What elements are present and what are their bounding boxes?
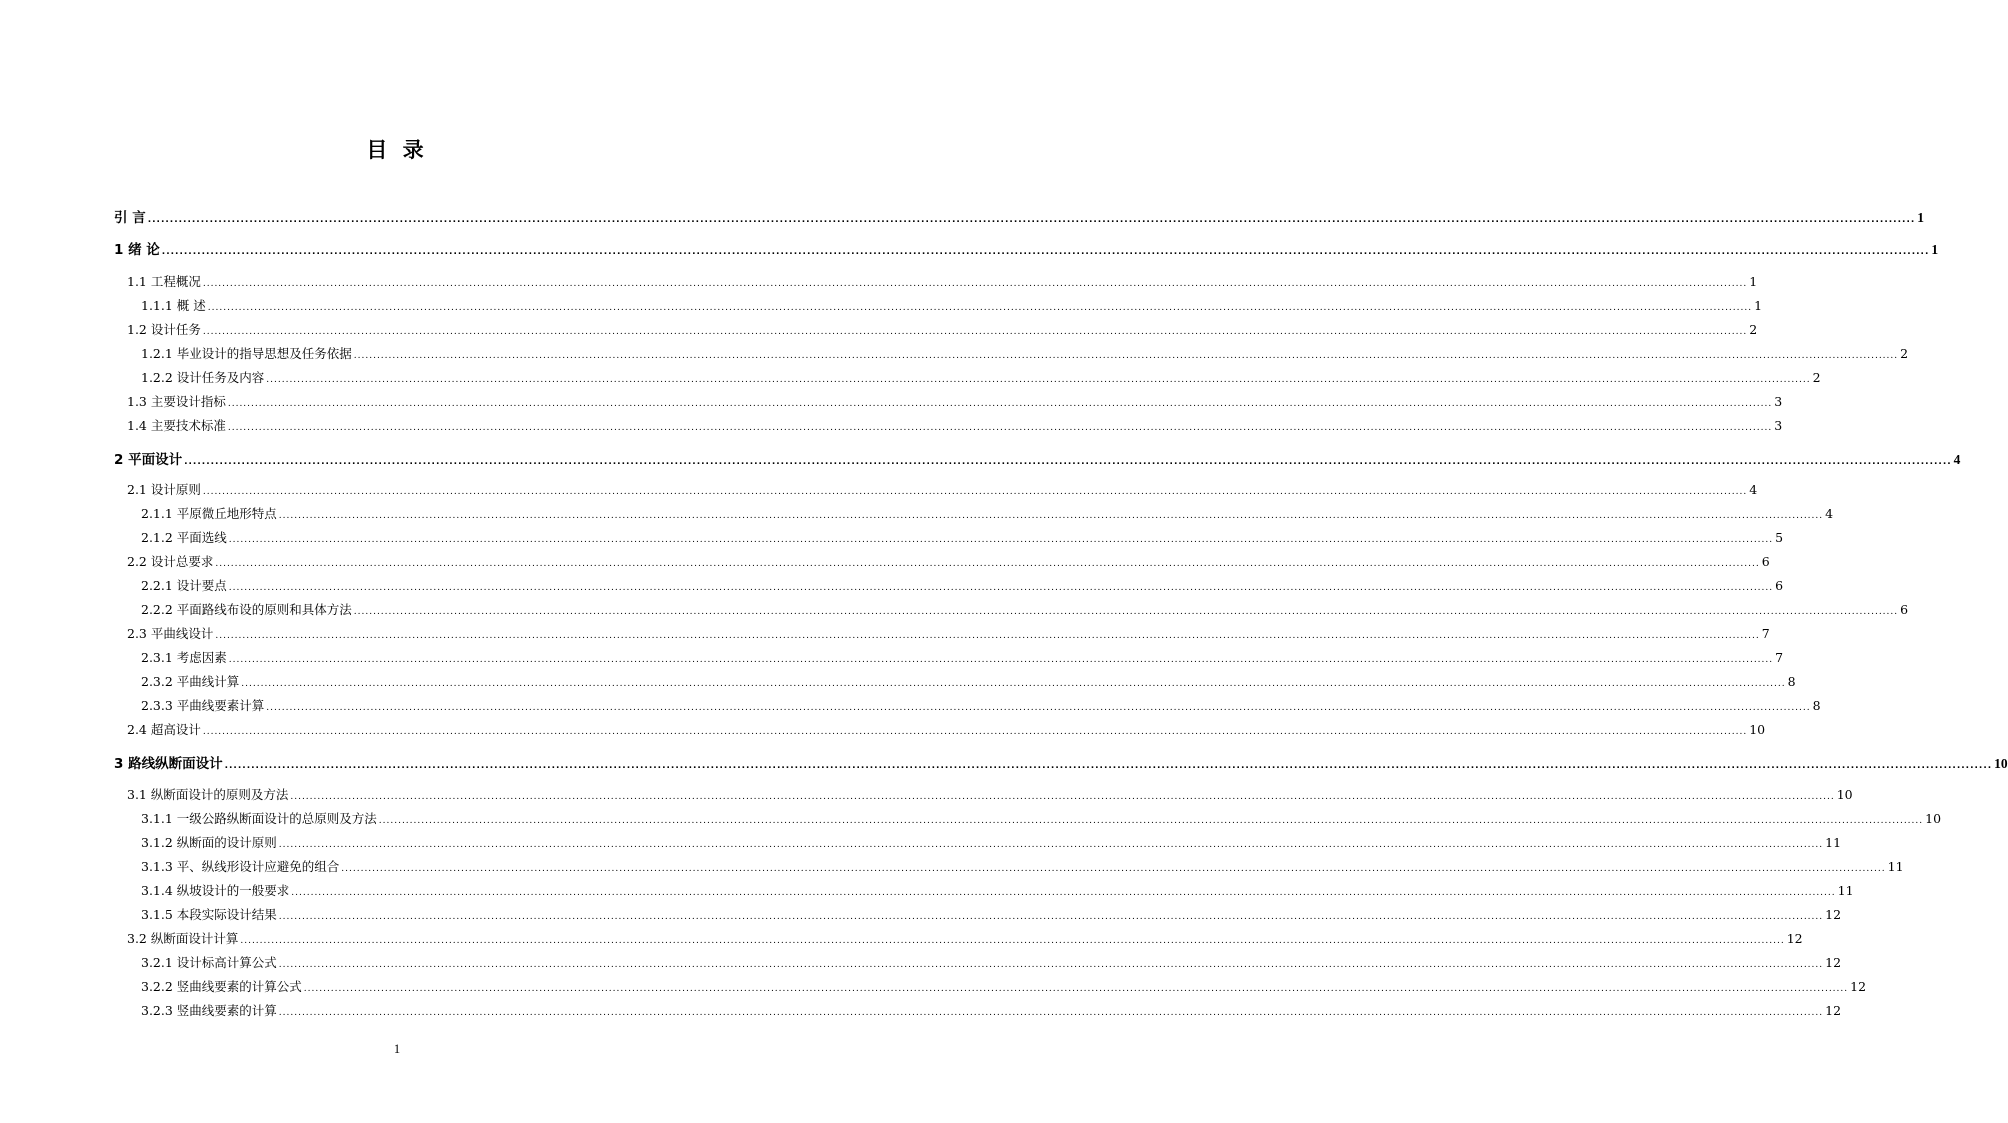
toc-entry-label: 2.1 设计原则 — [127, 482, 201, 497]
toc-leader-dots: ................................................................................................................................................................................................................................................................................................................................................................................................................ — [291, 888, 1836, 898]
toc-entry[interactable] — [141, 601, 1909, 619]
toc-entry-page: 3 — [1774, 394, 1783, 409]
toc-entry[interactable] — [141, 577, 1784, 595]
page-number: 1 — [393, 1042, 401, 1056]
toc-leader-dots: ................................................................................................................................................................................................................................................................................................................................................................................................................ — [303, 984, 1849, 994]
toc-entry-label: 2.2.2 平面路线布设的原则和具体方法 — [141, 602, 352, 617]
toc-entry-label: 引 言 — [114, 210, 146, 226]
toc-leader-dots: ................................................................................................................................................................................................................................................................................................................................................................................................................ — [227, 423, 1773, 433]
toc-leader-dots: ................................................................................................................................................................................................................................................................................................................................................................................................................ — [228, 535, 1774, 545]
toc-entry[interactable] — [114, 209, 1925, 227]
toc-entry[interactable] — [114, 451, 1961, 469]
toc-entry[interactable] — [141, 954, 1842, 972]
toc-entry-page: 8 — [1812, 698, 1821, 713]
toc-entry[interactable] — [127, 481, 1758, 499]
toc-entry[interactable] — [127, 930, 1803, 948]
toc-entry[interactable] — [127, 625, 1770, 643]
toc-entry-page: 6 — [1900, 602, 1909, 617]
toc-entry-label: 2.2.1 设计要点 — [141, 578, 227, 593]
toc-entry-label: 2.3.2 平曲线计算 — [141, 674, 240, 689]
toc-leader-dots: ................................................................................................................................................................................................................................................................................................................................................................................................................ — [290, 792, 1835, 802]
toc-entry-label: 1.2.2 设计任务及内容 — [141, 370, 265, 385]
toc-entry[interactable] — [114, 755, 2008, 773]
toc-leader-dots: ................................................................................................................................................................................................................................................................................................................................................................................................................ — [240, 936, 1785, 946]
toc-entry[interactable] — [141, 978, 1867, 996]
toc-entry-page: 11 — [1825, 835, 1842, 850]
toc-entry-label: 2.3.1 考虑因素 — [141, 650, 227, 665]
toc-entry-page: 10 — [1749, 722, 1766, 737]
toc-entry-page: 4 — [1825, 506, 1834, 521]
toc-entry[interactable] — [127, 273, 1758, 291]
toc-entry-label: 2 平面设计 — [114, 452, 183, 468]
toc-entry-page: 2 — [1749, 322, 1758, 337]
toc-entry-page: 8 — [1787, 674, 1796, 689]
toc-entry-label: 3.1.4 纵坡设计的一般要求 — [141, 883, 290, 898]
toc-entry[interactable] — [141, 297, 1763, 315]
toc-leader-dots: ................................................................................................................................................................................................................................................................................................................................................................................................................ — [202, 279, 1748, 289]
toc-entry-page: 7 — [1761, 626, 1770, 641]
toc-leader-dots: ................................................................................................................................................................................................................................................................................................................................................................................................................ — [241, 679, 1786, 689]
toc-leader-dots: ................................................................................................................................................................................................................................................................................................................................................................................................................ — [278, 960, 1824, 970]
toc-entry-page: 12 — [1850, 979, 1867, 994]
toc-leader-dots: ................................................................................................................................................................................................................................................................................................................................................................................................................ — [202, 727, 1748, 737]
toc-entry-label: 3.2.3 竖曲线要素的计算 — [141, 1003, 277, 1018]
toc-entry[interactable] — [141, 345, 1909, 363]
toc-entry-page: 1 — [1917, 210, 1925, 225]
toc-entry-label: 1.2 设计任务 — [127, 322, 201, 337]
toc-entry[interactable] — [127, 553, 1770, 571]
toc-entry-page: 10 — [1994, 756, 2008, 771]
toc-leader-dots: ................................................................................................................................................................................................................................................................................................................................................................................................................ — [207, 303, 1753, 313]
toc-entry[interactable] — [141, 906, 1842, 924]
toc-leader-dots: ................................................................................................................................................................................................................................................................................................................................................................................................................ — [202, 327, 1748, 337]
toc-entry-page: 12 — [1825, 1003, 1842, 1018]
toc-entry-label: 2.3.3 平曲线要素计算 — [141, 698, 265, 713]
toc-entry[interactable] — [141, 697, 1821, 715]
toc-entry-label: 3.2.1 设计标高计算公式 — [141, 955, 277, 970]
toc-entry-label: 1 绪 论 — [114, 242, 160, 258]
toc-entry-label: 2.4 超高设计 — [127, 722, 201, 737]
toc-entry-label: 1.1.1 概 述 — [141, 298, 206, 313]
toc-leader-dots: ................................................................................................................................................................................................................................................................................................................................................................................................................ — [184, 457, 1952, 467]
toc-entry-page: 5 — [1775, 530, 1784, 545]
toc-entry[interactable] — [141, 505, 1834, 523]
toc-title: 目 录 — [366, 138, 428, 162]
toc-entry-page: 12 — [1825, 955, 1842, 970]
toc-leader-dots: ................................................................................................................................................................................................................................................................................................................................................................................................................ — [215, 559, 1760, 569]
toc-entry-label: 3.1 纵断面设计的原则及方法 — [127, 787, 289, 802]
toc-entry[interactable] — [141, 673, 1796, 691]
toc-entry[interactable] — [127, 417, 1783, 435]
toc-entry[interactable] — [141, 369, 1821, 387]
toc-entry-label: 1.2.1 毕业设计的指导思想及任务依据 — [141, 346, 352, 361]
toc-leader-dots: ................................................................................................................................................................................................................................................................................................................................................................................................................ — [278, 912, 1824, 922]
toc-entry-page: 1 — [1754, 298, 1763, 313]
toc-entry-label: 2.3 平曲线设计 — [127, 626, 214, 641]
toc-leader-dots: ................................................................................................................................................................................................................................................................................................................................................................................................................ — [278, 840, 1824, 850]
toc-entry-label: 3.1.5 本段实际设计结果 — [141, 907, 277, 922]
toc-leader-dots: ................................................................................................................................................................................................................................................................................................................................................................................................................ — [228, 655, 1774, 665]
toc-entry-page: 11 — [1837, 883, 1854, 898]
toc-entry-label: 1.4 主要技术标准 — [127, 418, 226, 433]
toc-leader-dots: ................................................................................................................................................................................................................................................................................................................................................................................................................ — [224, 761, 1993, 771]
toc-entry-page: 11 — [1887, 859, 1904, 874]
toc-leader-dots: ................................................................................................................................................................................................................................................................................................................................................................................................................ — [341, 864, 1886, 874]
toc-entry[interactable] — [141, 1002, 1842, 1020]
toc-leader-dots: ................................................................................................................................................................................................................................................................................................................................................................................................................ — [266, 375, 1811, 385]
toc-entry[interactable] — [127, 393, 1783, 411]
toc-entry-label: 1.3 主要设计指标 — [127, 394, 226, 409]
toc-entry-label: 3.2.2 竖曲线要素的计算公式 — [141, 979, 302, 994]
toc-entry[interactable] — [141, 810, 1942, 828]
toc-entry-label: 2.2 设计总要求 — [127, 554, 214, 569]
toc-entry-page: 1 — [1749, 274, 1758, 289]
toc-entry[interactable] — [141, 529, 1784, 547]
toc-leader-dots: ................................................................................................................................................................................................................................................................................................................................................................................................................ — [227, 399, 1773, 409]
toc-leader-dots: ................................................................................................................................................................................................................................................................................................................................................................................................................ — [147, 215, 1916, 225]
toc-entry[interactable] — [114, 241, 1939, 259]
toc-leader-dots: ................................................................................................................................................................................................................................................................................................................................................................................................................ — [278, 511, 1824, 521]
toc-entry[interactable] — [141, 882, 1854, 900]
toc-entry-page: 4 — [1749, 482, 1758, 497]
toc-entry-label: 2.1.2 平面选线 — [141, 530, 227, 545]
toc-entry[interactable] — [127, 786, 1853, 804]
toc-entry[interactable] — [141, 649, 1784, 667]
toc-entry-label: 3.1.1 一级公路纵断面设计的总原则及方法 — [141, 811, 377, 826]
toc-entry[interactable] — [141, 834, 1842, 852]
toc-entry-page: 4 — [1953, 452, 1961, 467]
toc-leader-dots: ................................................................................................................................................................................................................................................................................................................................................................................................................ — [266, 703, 1811, 713]
toc-entry-label: 3.1.3 平、纵线形设计应避免的组合 — [141, 859, 340, 874]
toc-leader-dots: ................................................................................................................................................................................................................................................................................................................................................................................................................ — [278, 1008, 1824, 1018]
toc-entry-page: 2 — [1900, 346, 1909, 361]
toc-entry-label: 3 路线纵断面设计 — [114, 756, 223, 772]
toc-entry-page: 6 — [1761, 554, 1770, 569]
toc-entry-page: 10 — [1925, 811, 1942, 826]
toc-entry-label: 3.2 纵断面设计计算 — [127, 931, 239, 946]
toc-entry-page: 7 — [1775, 650, 1784, 665]
toc-entry-page: 10 — [1836, 787, 1853, 802]
toc-leader-dots: ................................................................................................................................................................................................................................................................................................................................................................................................................ — [215, 631, 1760, 641]
toc-entry[interactable] — [141, 858, 1904, 876]
toc-entry-label: 1.1 工程概况 — [127, 274, 201, 289]
toc-leader-dots: ................................................................................................................................................................................................................................................................................................................................................................................................................ — [161, 247, 1930, 257]
toc-entry-page: 12 — [1786, 931, 1803, 946]
toc-entry-label: 2.1.1 平原微丘地形特点 — [141, 506, 277, 521]
toc-leader-dots: ................................................................................................................................................................................................................................................................................................................................................................................................................ — [378, 816, 1924, 826]
toc-leader-dots: ................................................................................................................................................................................................................................................................................................................................................................................................................ — [228, 583, 1774, 593]
toc-entry-page: 1 — [1931, 242, 1939, 257]
toc-entry[interactable] — [127, 321, 1758, 339]
toc-entry-page: 3 — [1774, 418, 1783, 433]
toc-leader-dots: ................................................................................................................................................................................................................................................................................................................................................................................................................ — [202, 487, 1748, 497]
toc-leader-dots: ................................................................................................................................................................................................................................................................................................................................................................................................................ — [353, 607, 1899, 617]
toc-entry[interactable] — [127, 721, 1766, 739]
toc-leader-dots: ................................................................................................................................................................................................................................................................................................................................................................................................................ — [353, 351, 1899, 361]
toc-entry-page: 6 — [1775, 578, 1784, 593]
toc-entry-label: 3.1.2 纵断面的设计原则 — [141, 835, 277, 850]
toc-entry-page: 12 — [1825, 907, 1842, 922]
toc-entry-page: 2 — [1812, 370, 1821, 385]
